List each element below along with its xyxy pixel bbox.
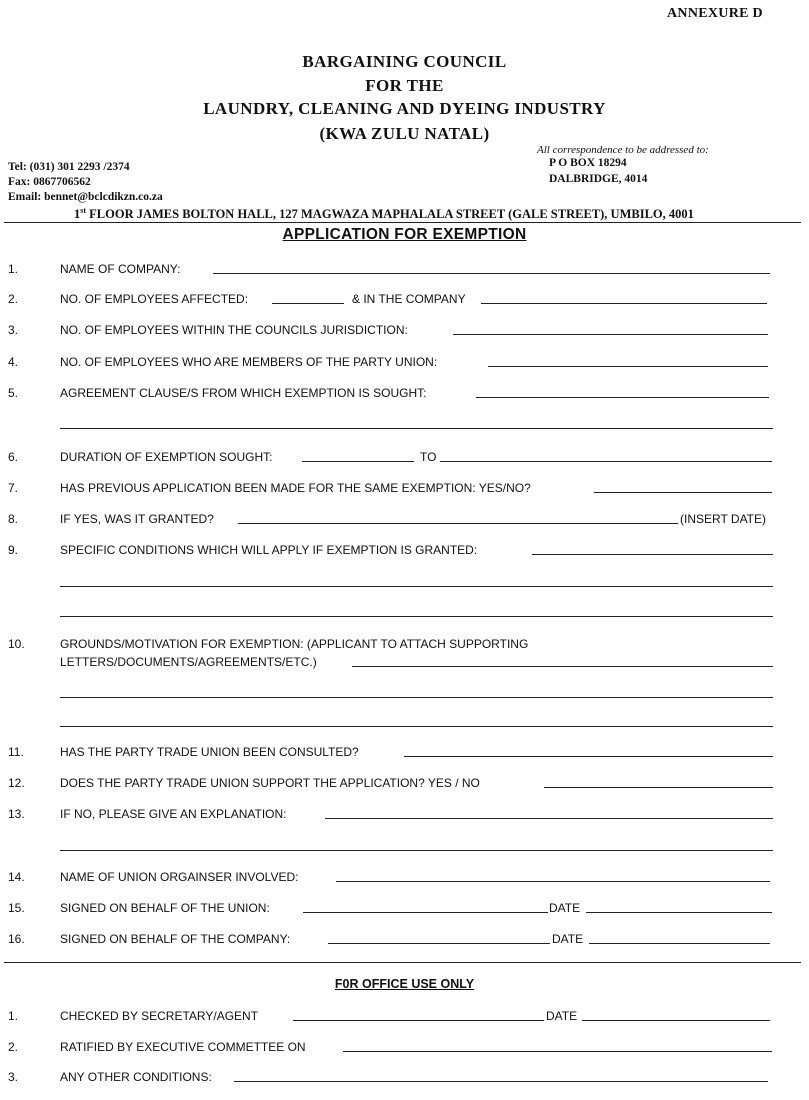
office-item-sublabel: DATE bbox=[546, 1009, 578, 1023]
previous-application-field[interactable] bbox=[594, 492, 772, 493]
item-label: SPECIFIC CONDITIONS WHICH WILL APPLY IF EXEMPTION IS GRANTED: bbox=[60, 543, 478, 557]
council-title-line-3: LAUNDRY, CLEANING AND DYEING INDUSTRY bbox=[203, 99, 606, 118]
item-label: SIGNED ON BEHALF OF THE UNION: bbox=[60, 901, 270, 915]
office-item-label: CHECKED BY SECRETARY/AGENT bbox=[60, 1009, 259, 1023]
office-divider bbox=[4, 962, 801, 963]
item-number: 5. bbox=[8, 386, 19, 400]
item-number: 15. bbox=[8, 901, 25, 915]
fax: Fax: 0867706562 bbox=[8, 176, 91, 188]
item-number: 12. bbox=[8, 776, 25, 790]
street-address bbox=[74, 206, 694, 222]
postal-city: DALBRIDGE, 4014 bbox=[549, 173, 648, 185]
other-conditions-field[interactable] bbox=[234, 1081, 768, 1082]
company-signature-field[interactable] bbox=[328, 943, 550, 944]
explanation-field-line-2[interactable] bbox=[60, 850, 773, 851]
correspondence-note: All correspondence to be addressed to: bbox=[537, 144, 709, 156]
item-label: IF YES, WAS IT GRANTED? bbox=[60, 512, 214, 526]
item-sublabel: TO bbox=[420, 450, 437, 464]
employees-in-company-field[interactable] bbox=[481, 303, 767, 304]
office-item-number: 1. bbox=[8, 1009, 19, 1023]
item-number: 14. bbox=[8, 870, 25, 884]
office-item-label: RATIFIED BY EXECUTIVE COMMETTEE ON bbox=[60, 1040, 306, 1054]
item-sublabel: DATE bbox=[552, 932, 584, 946]
floor-ordinal: st bbox=[80, 206, 87, 215]
agreement-clause-field[interactable] bbox=[476, 397, 769, 398]
specific-conditions-field-line-3[interactable] bbox=[60, 616, 773, 617]
union-signature-field[interactable] bbox=[303, 912, 548, 913]
item-label: GROUNDS/MOTIVATION FOR EXEMPTION: (APPLICANT TO ATTACH SUPPORTING bbox=[60, 637, 529, 651]
checked-date-field[interactable] bbox=[582, 1020, 770, 1021]
council-title-line-2: FOR THE bbox=[365, 76, 444, 95]
duration-to-field[interactable] bbox=[440, 461, 772, 462]
header-divider bbox=[4, 222, 801, 223]
duration-from-field[interactable] bbox=[302, 461, 414, 462]
ratified-on-field[interactable] bbox=[343, 1051, 772, 1052]
company-name-field[interactable] bbox=[213, 273, 770, 274]
office-item-number: 2. bbox=[8, 1040, 19, 1054]
union-members-field[interactable] bbox=[488, 366, 768, 367]
council-title-line-4: (KWA ZULU NATAL) bbox=[319, 124, 490, 143]
office-item-number: 3. bbox=[8, 1070, 19, 1084]
item-number: 9. bbox=[8, 543, 19, 557]
email: Email: bennet@bclcdikzn.co.za bbox=[8, 191, 163, 203]
specific-conditions-field[interactable] bbox=[532, 554, 773, 555]
grounds-motivation-field-line-3[interactable] bbox=[60, 726, 773, 727]
agreement-clause-field-line-2[interactable] bbox=[60, 428, 773, 429]
item-label: AGREEMENT CLAUSE/S FROM WHICH EXEMPTION IS SOUGHT: bbox=[60, 386, 427, 400]
item-sublabel: (INSERT DATE) bbox=[680, 512, 767, 526]
specific-conditions-field-line-2[interactable] bbox=[60, 586, 773, 587]
office-item-label: ANY OTHER CONDITIONS: bbox=[60, 1070, 212, 1084]
item-number: 8. bbox=[8, 512, 19, 526]
item-number: 11. bbox=[8, 745, 24, 759]
union-consulted-field[interactable] bbox=[404, 756, 773, 757]
item-number: 1. bbox=[8, 262, 19, 276]
item-label: SIGNED ON BEHALF OF THE COMPANY: bbox=[60, 932, 291, 946]
item-label: NO. OF EMPLOYEES AFFECTED: bbox=[60, 292, 249, 306]
item-label: IF NO, PLEASE GIVE AN EXPLANATION: bbox=[60, 807, 287, 821]
item-label: NO. OF EMPLOYEES WHO ARE MEMBERS OF THE PARTY UNION: bbox=[60, 355, 438, 369]
annexure-label: ANNEXURE D bbox=[667, 6, 763, 21]
item-number: 13. bbox=[8, 807, 25, 821]
union-organiser-field[interactable] bbox=[336, 881, 770, 882]
grounds-motivation-field[interactable] bbox=[352, 666, 773, 667]
council-title-line-1: BARGAINING COUNCIL bbox=[302, 52, 507, 71]
granted-date-field[interactable] bbox=[238, 523, 678, 524]
union-support-field[interactable] bbox=[544, 787, 773, 788]
explanation-field[interactable] bbox=[325, 818, 773, 819]
employees-jurisdiction-field[interactable] bbox=[453, 334, 768, 335]
item-label: NAME OF UNION ORGAINSER INVOLVED: bbox=[60, 870, 299, 884]
floor-address-text: FLOOR JAMES BOLTON HALL, 127 MAGWAZA MAPHALALA STREET (GALE STREET), UMBILO, 4001 bbox=[86, 207, 694, 222]
item-number: 10. bbox=[8, 637, 25, 651]
item-sublabel: & IN THE COMPANY bbox=[352, 292, 466, 306]
item-label: DURATION OF EXEMPTION SOUGHT: bbox=[60, 450, 273, 464]
item-number: 2. bbox=[8, 292, 19, 306]
po-box: P O BOX 18294 bbox=[549, 157, 627, 169]
item-number: 3. bbox=[8, 323, 19, 337]
item-number: 4. bbox=[8, 355, 19, 369]
form-title: APPLICATION FOR EXEMPTION bbox=[282, 226, 527, 243]
item-label: DOES THE PARTY TRADE UNION SUPPORT THE APPLICATION? YES / NO bbox=[60, 776, 480, 790]
employees-affected-field[interactable] bbox=[272, 303, 344, 304]
floor-number: 1 bbox=[74, 207, 81, 222]
item-label: NO. OF EMPLOYEES WITHIN THE COUNCILS JURISDICTION: bbox=[60, 323, 408, 337]
item-label: HAS THE PARTY TRADE UNION BEEN CONSULTED? bbox=[60, 745, 359, 759]
item-label-continued: LETTERS/DOCUMENTS/AGREEMENTS/ETC.) bbox=[60, 655, 317, 669]
item-number: 7. bbox=[8, 481, 19, 495]
item-sublabel: DATE bbox=[549, 901, 581, 915]
office-use-title: F0R OFFICE USE ONLY bbox=[334, 977, 475, 991]
grounds-motivation-field-line-2[interactable] bbox=[60, 697, 773, 698]
item-label: NAME OF COMPANY: bbox=[60, 262, 181, 276]
item-number: 16. bbox=[8, 932, 25, 946]
checked-by-field[interactable] bbox=[293, 1020, 544, 1021]
item-label: HAS PREVIOUS APPLICATION BEEN MADE FOR THE SAME EXEMPTION: YES/NO? bbox=[60, 481, 531, 495]
telephone: Tel: (031) 301 2293 /2374 bbox=[8, 161, 130, 173]
item-number: 6. bbox=[8, 450, 19, 464]
company-signature-date-field[interactable] bbox=[589, 943, 770, 944]
union-signature-date-field[interactable] bbox=[586, 912, 772, 913]
